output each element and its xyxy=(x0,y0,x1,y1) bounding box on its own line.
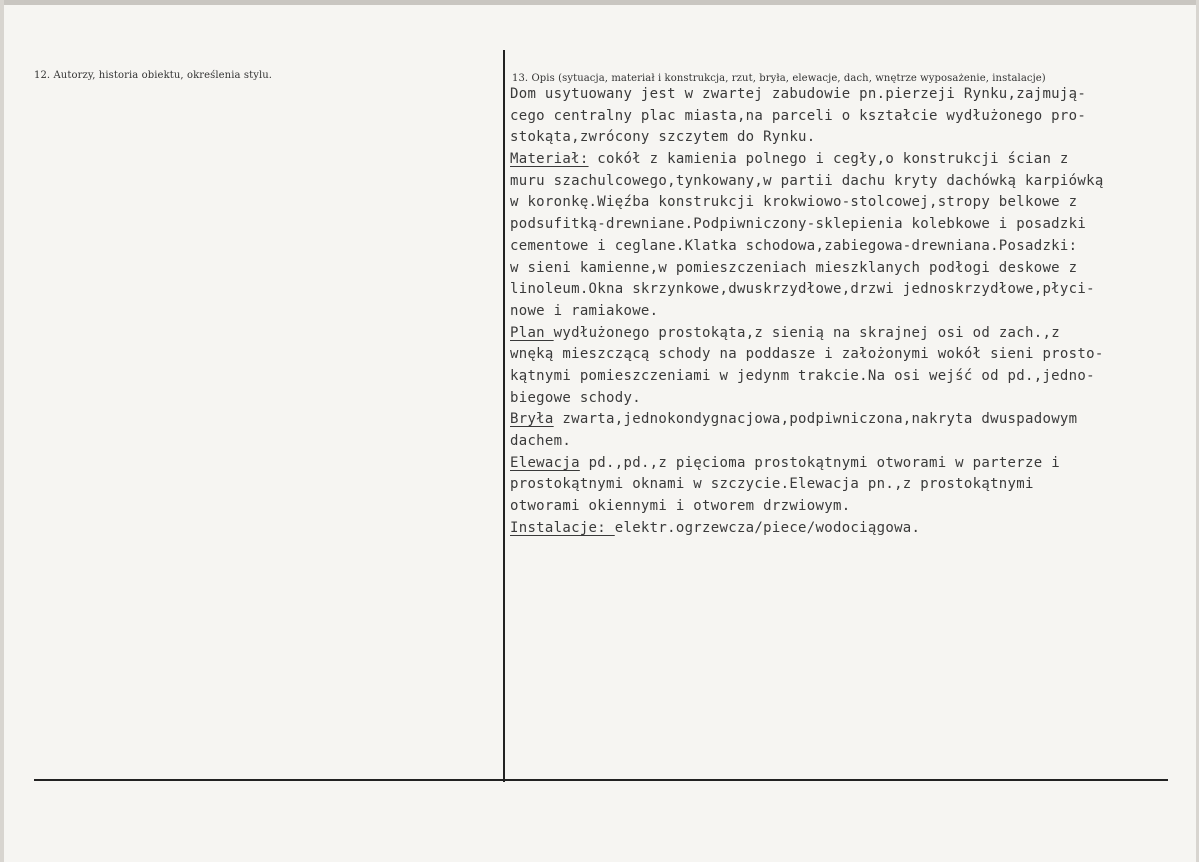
elewacja-text: pd.,pd.,z pięcioma prostokątnymi otworami w parterze i xyxy=(579,454,1060,471)
bryla-text: zwarta,jednokondygnacjowa,podpiwniczona,nakryta dwuspadowym xyxy=(553,411,1078,428)
description-line: podsufitką-drewniane.Podpiwniczony-sklepienia kolebkowe i posadzki xyxy=(510,216,1087,233)
card-left-edge xyxy=(0,0,4,862)
description-text xyxy=(510,84,1170,539)
description-line: biegowe schody. xyxy=(510,389,641,406)
section-13-label: 13. Opis (sytuacja, materiał i konstrukcja, rzut, bryła, elewacje, dach, wnętrze wyposażenie, instalacje) xyxy=(512,73,1046,84)
description-line: kątnymi pomieszczeniami w jedynm trakcie.Na osi wejść od pd.,jedno- xyxy=(510,367,1095,384)
description-line: w koronkę.Więźba konstrukcji krokwiowo-stolcowej,stropy belkowe z xyxy=(510,194,1078,211)
description-line: cego centralny plac miasta,na parceli o kształcie wydłużonego pro- xyxy=(510,107,1087,124)
description-line: w sieni kamienne,w pomieszczeniach mieszklanych podłogi deskowe z xyxy=(510,259,1078,276)
heading-bryla: Bryła xyxy=(510,411,554,428)
description-line xyxy=(510,518,1170,540)
section-12-label: 12. Autorzy, historia obiektu, określenia stylu. xyxy=(34,70,273,81)
instalacje-text: elektr.ogrzewcza/piece/wodociągowa. xyxy=(614,519,921,536)
description-line: Dom usytuowany jest w zwartej zabudowie pn.pierzeji Rynku,zajmują- xyxy=(510,86,1087,102)
description-line: muru szachulcowego,tynkowany,w partii dachu kryty dachówką karpiówką xyxy=(510,172,1104,189)
heading-instalacje: Instalacje: xyxy=(510,519,615,536)
description-line: stokąta,zwrócony szczytem do Rynku. xyxy=(510,129,816,146)
description-line: nowe i ramiakowe. xyxy=(510,302,659,319)
description-line xyxy=(510,453,1170,475)
description-line: linoleum.Okna skrzynkowe,dwuskrzydłowe,drzwi jednoskrzydłowe,płyci- xyxy=(510,281,1095,298)
description-line xyxy=(510,323,1170,345)
description-line: cementowe i ceglane.Klatka schodowa,zabiegowa-drewniana.Posadzki: xyxy=(510,237,1078,254)
heading-plan: Plan xyxy=(510,324,554,341)
material-text: cokół z kamienia polnego i cegły,o konstrukcji ścian z xyxy=(588,151,1069,168)
column-divider xyxy=(503,50,505,782)
heading-material: Materiał: xyxy=(510,151,589,168)
bottom-rule xyxy=(34,779,1168,781)
description-line: wnęką mieszczącą schody na poddasze i założonymi wokół sieni prosto- xyxy=(510,346,1104,363)
plan-text: wydłużonego prostokąta,z sienią na skrajnej osi od zach.,z xyxy=(553,324,1060,341)
heading-elewacja: Elewacja xyxy=(510,454,580,471)
card-top-edge xyxy=(0,0,1199,5)
description-line: prostokątnymi oknami w szczycie.Elewacja pn.,z prostokątnymi xyxy=(510,476,1034,493)
description-line xyxy=(510,149,1170,171)
description-line: otworami okiennymi i otworem drzwiowym. xyxy=(510,498,851,515)
description-line xyxy=(510,409,1170,431)
description-line: dachem. xyxy=(510,433,572,449)
